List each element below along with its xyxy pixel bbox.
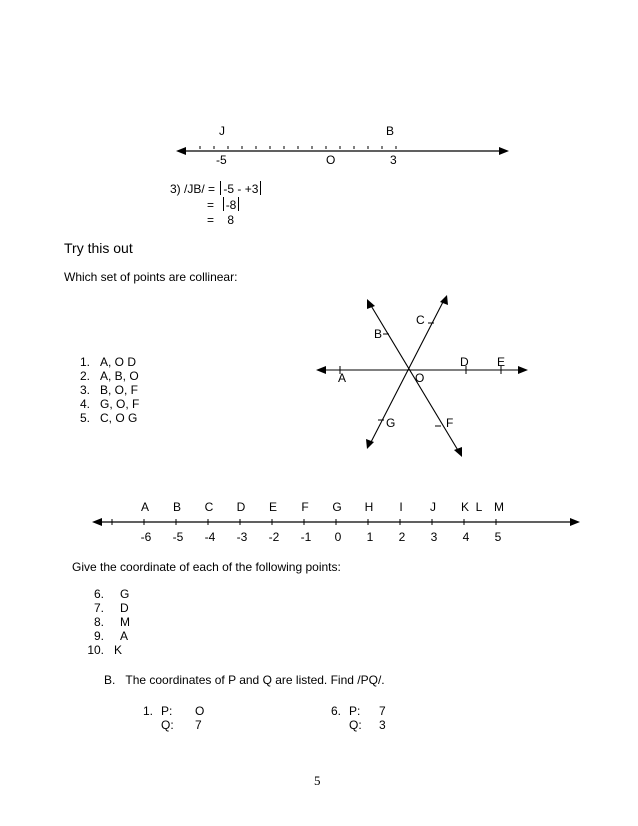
number-line-letter: B — [172, 500, 181, 514]
list-item: 7. D — [93, 601, 129, 615]
list-item: 5. C, O G — [80, 411, 138, 425]
section-title: Try this out — [64, 240, 133, 256]
figure-label-c: C — [416, 313, 425, 327]
figure-label-g: G — [386, 416, 396, 430]
number-line-letter: K — [460, 500, 469, 514]
example-equals-2: = — [207, 198, 215, 212]
number-line-letter: I — [399, 500, 403, 514]
number-line-letter: G — [332, 500, 342, 514]
list-item: 2. A, B, O — [80, 369, 139, 383]
figure-label-b: B — [374, 327, 383, 341]
collinear-question: Which set of points are collinear: — [64, 270, 238, 284]
list-item: 6. G — [93, 587, 130, 601]
number-line-number: -6 — [140, 530, 152, 544]
coordinate-prompt: Give the coordinate of each of the following points: — [72, 560, 341, 574]
number-line-letter: E — [268, 500, 277, 514]
list-item: 8. M — [93, 615, 130, 629]
page-number: 5 — [314, 773, 321, 788]
list-item: 9. A — [93, 629, 129, 643]
pq-item-6: 6. P: 7 Q: 3 — [331, 704, 386, 732]
number-line-number: 2 — [398, 530, 406, 544]
example-result: 8 — [227, 213, 235, 227]
figure-label-e: E — [497, 355, 506, 369]
list-item: 4. G, O, F — [80, 397, 140, 411]
example-expression: 3) /JB/ = — [170, 182, 219, 196]
number-line-letter: D — [236, 500, 246, 514]
example-abs-content: -5 - +3 — [223, 182, 259, 196]
number-line-number: -2 — [268, 530, 280, 544]
coordinate-items-list — [80, 587, 130, 657]
list-item: 10. K — [87, 643, 123, 657]
pq-item-1: 1. P: O Q: 7 — [143, 704, 205, 732]
figure-label-o: O — [415, 371, 425, 385]
coord-label-minus5: -5 — [216, 153, 227, 167]
number-line-number: 3 — [430, 530, 438, 544]
number-line-number: -1 — [300, 530, 312, 544]
part-b-heading — [104, 673, 385, 687]
number-line-number: -3 — [236, 530, 248, 544]
example-abs-content-2: -8 — [225, 198, 237, 212]
number-line-number: 5 — [494, 530, 502, 544]
number-line-number: 1 — [366, 530, 374, 544]
coord-label-origin: O — [326, 153, 336, 167]
number-line-letter: A — [140, 500, 149, 514]
number-line-number: 4 — [462, 530, 470, 544]
part-b-label: B. — [104, 673, 116, 687]
number-line-letter: J — [430, 500, 436, 514]
number-line-number: -5 — [172, 530, 184, 544]
coord-label-3: 3 — [390, 153, 397, 167]
number-line-letter: C — [204, 500, 214, 514]
number-line-letter: F — [301, 500, 309, 514]
figure-label-f: F — [446, 416, 454, 430]
part-b-text: The coordinates of P and Q are listed. Find /PQ/. — [125, 673, 385, 687]
number-line-letter: H — [364, 500, 374, 514]
figure-label-a: A — [338, 371, 347, 385]
point-label-b: B — [386, 124, 395, 138]
figure-label-d: D — [460, 355, 469, 369]
number-line-number: -4 — [204, 530, 216, 544]
example-equals-3: = — [207, 213, 215, 227]
number-line-letter: M — [494, 500, 504, 514]
number-line-number: 0 — [334, 530, 342, 544]
list-item: 1. A, O D — [80, 355, 137, 369]
point-label-j: J — [219, 124, 225, 138]
list-item: 3. B, O, F — [80, 383, 139, 397]
number-line-letter: L — [475, 500, 483, 514]
